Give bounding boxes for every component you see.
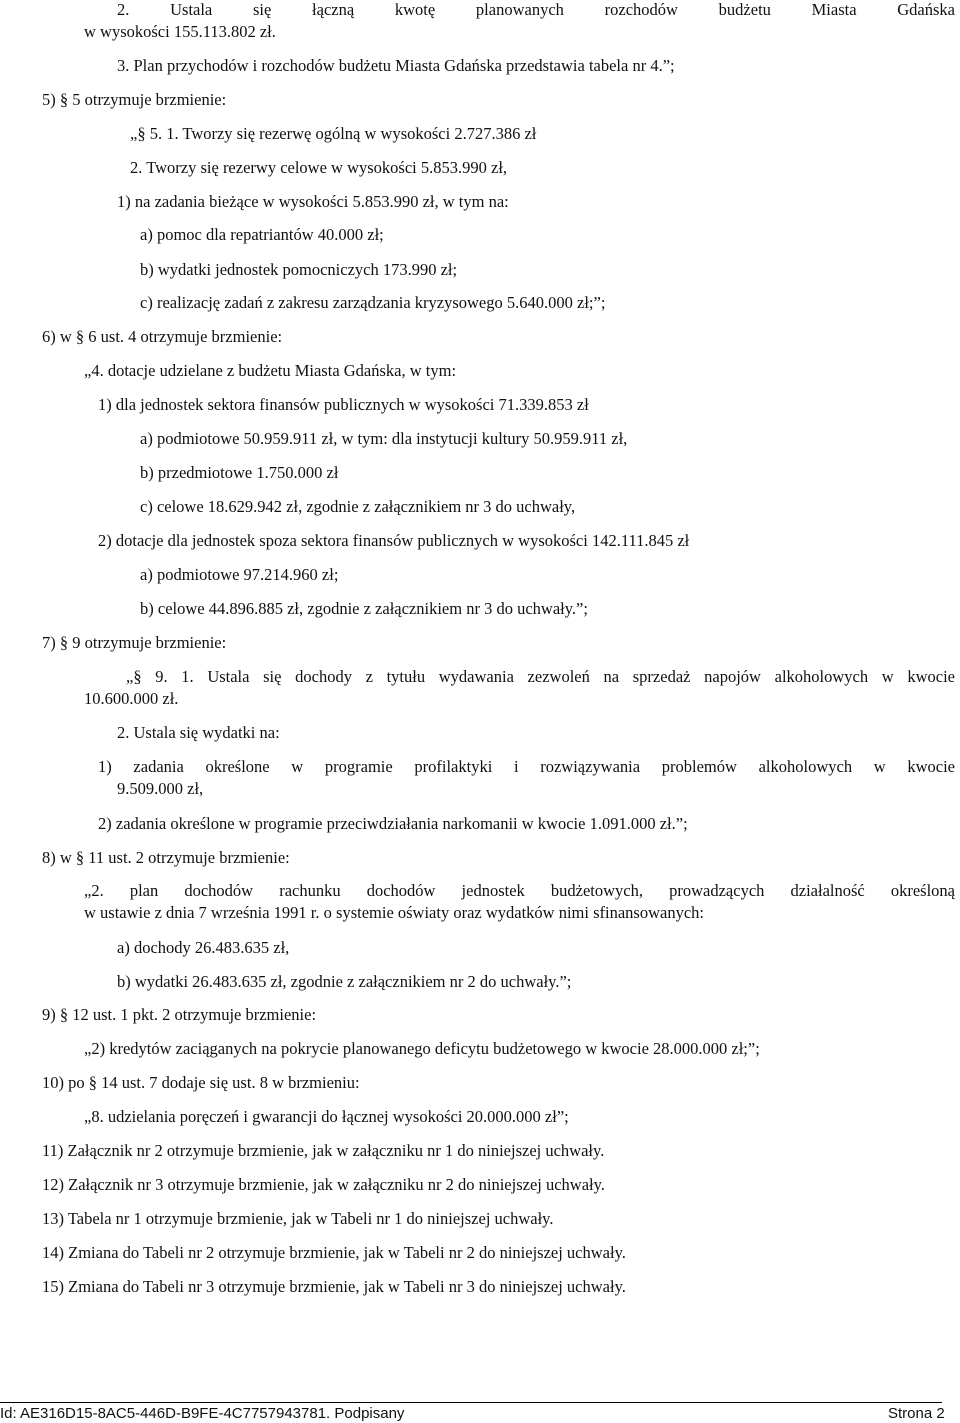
text-line: c) realizację zadań z zakresu zarządzania kryzysowego 5.640.000 zł;”; — [140, 293, 606, 312]
text-line: 1) dla jednostek sektora finansów publicznych w wysokości 71.339.853 zł — [98, 395, 589, 414]
text-line: a) podmiotowe 97.214.960 zł; — [140, 565, 339, 584]
text-line: 5) § 5 otrzymuje brzmienie: — [42, 90, 227, 109]
text-line: b) wydatki jednostek pomocniczych 173.990 zł; — [140, 260, 458, 279]
text-line: 2) dotacje dla jednostek spoza sektora finansów publicznych w wysokości 142.111.845 zł — [98, 531, 690, 550]
text-line: w ustawie z dnia 7 września 1991 r. o systemie oświaty oraz wydatków nimi sfinansowanych: — [84, 903, 704, 922]
text-line: a) pomoc dla repatriantów 40.000 zł; — [140, 225, 384, 244]
text-line: „2. plan dochodów rachunku dochodów jednostek budżetowych, prowadzących działalność określoną — [84, 881, 955, 900]
text-line: 2. Ustala się wydatki na: — [117, 723, 280, 742]
text-line: 9.509.000 zł, — [117, 779, 204, 798]
text-line: 7) § 9 otrzymuje brzmienie: — [42, 633, 227, 652]
text-line: a) dochody 26.483.635 zł, — [117, 938, 290, 957]
text-line: 6) w § 6 ust. 4 otrzymuje brzmienie: — [42, 327, 283, 346]
text-line: 15) Zmiana do Tabeli nr 3 otrzymuje brzmienie, jak w Tabeli nr 3 do niniejszej uchwały. — [42, 1277, 626, 1296]
text-line: 14) Zmiana do Tabeli nr 2 otrzymuje brzmienie, jak w Tabeli nr 2 do niniejszej uchwały. — [42, 1243, 626, 1262]
text-line: 1) zadania określone w programie profilaktyki i rozwiązywania problemów alkoholowych w kwocie — [98, 757, 955, 776]
text-line: 2. Ustala się łączną kwotę planowanych rozchodów budżetu Miasta Gdańska — [117, 0, 955, 19]
text-line: „§ 5. 1. Tworzy się rezerwę ogólną w wysokości 2.727.386 zł — [130, 124, 537, 143]
footer-rule — [0, 1402, 942, 1403]
text-line: 2) zadania określone w programie przeciwdziałania narkomanii w kwocie 1.091.000 zł.”; — [98, 814, 688, 833]
text-line: „§ 9. 1. Ustala się dochody z tytułu wydawania zezwoleń na sprzedaż napojów alkoholowych w kwocie — [126, 667, 955, 686]
text-line: „2) kredytów zaciąganych na pokrycie planowanego deficytu budżetowego w kwocie 28.000.000 zł;”; — [84, 1039, 760, 1058]
text-line: 9) § 12 ust. 1 pkt. 2 otrzymuje brzmienie: — [42, 1005, 317, 1024]
text-line: 2. Tworzy się rezerwy celowe w wysokości 5.853.990 zł, — [130, 158, 508, 177]
text-line: 1) na zadania bieżące w wysokości 5.853.990 zł, w tym na: — [117, 192, 509, 211]
text-line: b) celowe 44.896.885 zł, zgodnie z załącznikiem nr 3 do uchwały.”; — [140, 599, 588, 618]
footer-page-number: Strona 2 — [888, 1405, 945, 1422]
text-line: 3. Plan przychodów i rozchodów budżetu Miasta Gdańska przedstawia tabela nr 4.”; — [117, 56, 675, 75]
footer-document-id: Id: AE316D15-8AC5-446D-B9FE-4C7757943781. Podpisany — [0, 1405, 405, 1422]
text-line: 12) Załącznik nr 3 otrzymuje brzmienie, jak w załączniku nr 2 do niniejszej uchwały. — [42, 1175, 605, 1194]
text-line: a) podmiotowe 50.959.911 zł, w tym: dla instytucji kultury 50.959.911 zł, — [140, 429, 628, 448]
text-line: „4. dotacje udzielane z budżetu Miasta Gdańska, w tym: — [84, 361, 457, 380]
text-line: 13) Tabela nr 1 otrzymuje brzmienie, jak w Tabeli nr 1 do niniejszej uchwały. — [42, 1209, 554, 1228]
text-line: 8) w § 11 ust. 2 otrzymuje brzmienie: — [42, 848, 290, 867]
text-line: w wysokości 155.113.802 zł. — [84, 22, 276, 41]
text-line: 10) po § 14 ust. 7 dodaje się ust. 8 w brzmieniu: — [42, 1073, 360, 1092]
text-line: b) przedmiotowe 1.750.000 zł — [140, 463, 339, 482]
text-line: 10.600.000 zł. — [84, 689, 179, 708]
text-line: c) celowe 18.629.942 zł, zgodnie z załącznikiem nr 3 do uchwały, — [140, 497, 576, 516]
text-line: b) wydatki 26.483.635 zł, zgodnie z załącznikiem nr 2 do uchwały.”; — [117, 972, 572, 991]
text-line: „8. udzielania poręczeń i gwarancji do łącznej wysokości 20.000.000 zł”; — [84, 1107, 569, 1126]
text-line: 11) Załącznik nr 2 otrzymuje brzmienie, jak w załączniku nr 1 do niniejszej uchwały. — [42, 1141, 605, 1160]
